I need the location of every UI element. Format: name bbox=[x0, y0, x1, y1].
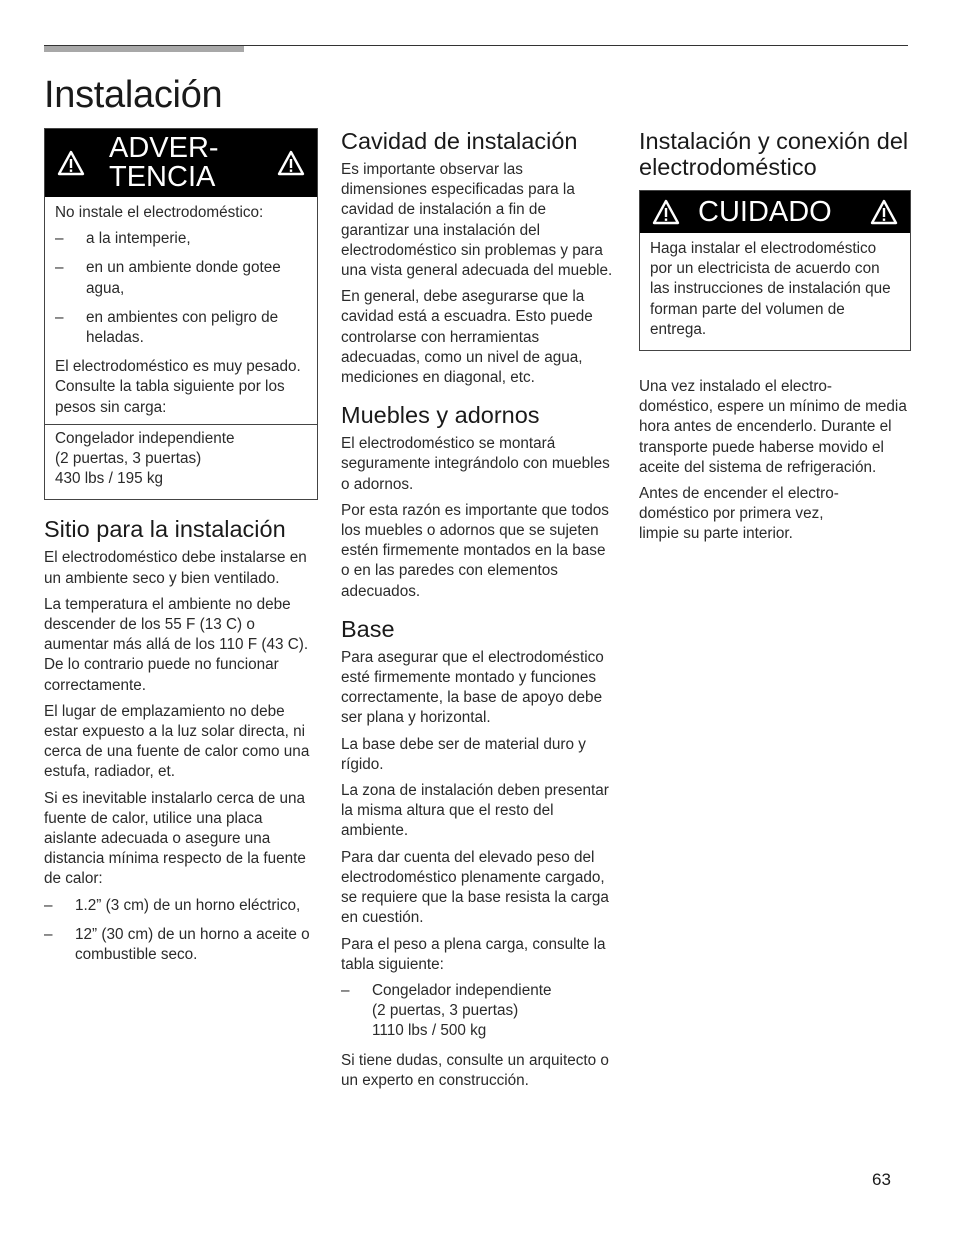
warning-triangle-icon bbox=[870, 199, 898, 225]
base-heading: Base bbox=[341, 615, 395, 642]
warning-box bbox=[44, 128, 318, 500]
column-left bbox=[44, 128, 318, 974]
list-item: – 1.2” (3 cm) de un horno eléctrico, bbox=[44, 896, 318, 916]
paragraph: Para el peso a plena carga, consulte la tabla siguiente: bbox=[341, 935, 606, 973]
paragraph: El lugar de emplazamiento no debe estar expuesto a la luz solar directa, ni cerca de una fuente de calor como una estufa, radiador, et. bbox=[44, 702, 310, 781]
warning-body bbox=[45, 197, 317, 499]
paragraph: La temperatura el ambiente no debe descender de los 55 F (13 C) o aumentar más allá de los 110 F (43 C). De lo contrario puede no funcionar correctamente. bbox=[44, 595, 309, 694]
paragraph: El electrodoméstico debe instalarse en un ambiente seco y bien ventilado. bbox=[44, 549, 307, 587]
paragraph: La base debe ser de material duro y rígido. bbox=[341, 735, 586, 773]
base-list bbox=[341, 981, 613, 1042]
warning-list bbox=[55, 229, 307, 348]
column-right bbox=[639, 128, 911, 551]
page-number: 63 bbox=[872, 1170, 891, 1189]
list-item: – en un ambiente donde gotee agua, bbox=[55, 258, 307, 298]
warning-intro: No instale el electrodoméstico: bbox=[55, 204, 264, 221]
top-accent-bar bbox=[44, 46, 244, 52]
paragraph: Para dar cuenta del elevado peso del electrodoméstico plenamente cargado, se requiere que la base resista la carga en cuestión. bbox=[341, 848, 609, 927]
list-item: – 12” (30 cm) de un horno a aceite o combustible seco. bbox=[44, 925, 318, 965]
paragraph: Es importante observar las dimensiones especificadas para la cavidad de instalación a fin de garantizar una instalación del electrodoméstico sin problemas y para una vista general adecuada del mueble. bbox=[341, 161, 613, 280]
paragraph: Antes de encender el electro- doméstico por primera vez, limpie su parte interior. bbox=[639, 485, 839, 543]
paragraph: Para asegurar que el electrodoméstico esté firmemente montado y funciones correctamente, la base de apoyo debe ser plana y horizontal. bbox=[341, 648, 604, 727]
caution-text: Haga instalar el electrodoméstico por un electricista de acuerdo con las instrucciones de instalación que forman parte del volumen de entrega. bbox=[650, 240, 891, 338]
paragraph: Si es inevitable instalarlo cerca de una fuente de calor, utilice una placa aislante adecuada o asegure una distancia mínima respecto de la fuente de calor: bbox=[44, 789, 306, 888]
paragraph: Si tiene dudas, consulte un arquitecto o un experto en construcción. bbox=[341, 1051, 609, 1089]
site-heading: Sitio para la instalación bbox=[44, 516, 286, 543]
site-list bbox=[44, 896, 318, 966]
warning-title: ADVER- TENCIA bbox=[109, 132, 219, 193]
paragraph: El electrodoméstico se montará seguramente integrándolo con muebles o adornos. bbox=[341, 435, 610, 493]
caution-header bbox=[640, 191, 910, 233]
warning-weights: Congelador independiente (2 puertas, 3 puertas) 430 lbs / 195 kg bbox=[55, 429, 235, 488]
paragraph: Una vez instalado el electro- doméstico, espere un mínimo de media hora antes de encenderlo. Durante el transporte puede haberse movido el aceite del sistema de refrigeración. bbox=[639, 378, 907, 476]
caution-box bbox=[639, 190, 911, 351]
warning-triangle-icon bbox=[277, 150, 305, 176]
paragraph: Por esta razón es importante que todos los muebles o adornos que se sujeten estén firmemente montados en la base o en las paredes con elementos adecuados. bbox=[341, 501, 609, 600]
page-title: Instalación bbox=[44, 74, 223, 116]
warning-header bbox=[45, 129, 317, 197]
connection-heading: Instalación y conexión del electrodoméstico bbox=[639, 128, 909, 180]
warning-triangle-icon bbox=[652, 199, 680, 225]
furniture-heading: Muebles y adornos bbox=[341, 402, 540, 429]
weights-divider bbox=[45, 424, 317, 490]
caution-title: CUIDADO bbox=[698, 195, 832, 228]
base-section bbox=[341, 616, 613, 1091]
cavity-heading: Cavidad de instalación bbox=[341, 128, 578, 154]
list-item: – Congelador independiente (2 puertas, 3 puertas) 1110 lbs / 500 kg bbox=[341, 981, 613, 1042]
column-middle bbox=[341, 128, 613, 1097]
list-item: – a la intemperie, bbox=[55, 229, 307, 249]
list-item: – en ambientes con peligro de heladas. bbox=[55, 308, 307, 348]
paragraph: La zona de instalación deben presentar la misma altura que el resto del ambiente. bbox=[341, 782, 609, 840]
warning-triangle-icon bbox=[57, 150, 85, 176]
warning-note: El electrodoméstico es muy pesado. Consulte la tabla siguiente por los pesos sin carga: bbox=[55, 358, 301, 416]
paragraph: En general, debe asegurarse que la cavidad está a escuadra. Esto puede controlarse con herramientas adecuadas, como un nivel de agua, mediciones en diagonal, etc. bbox=[341, 288, 593, 387]
caution-body bbox=[640, 233, 910, 350]
furniture-section bbox=[341, 402, 613, 602]
